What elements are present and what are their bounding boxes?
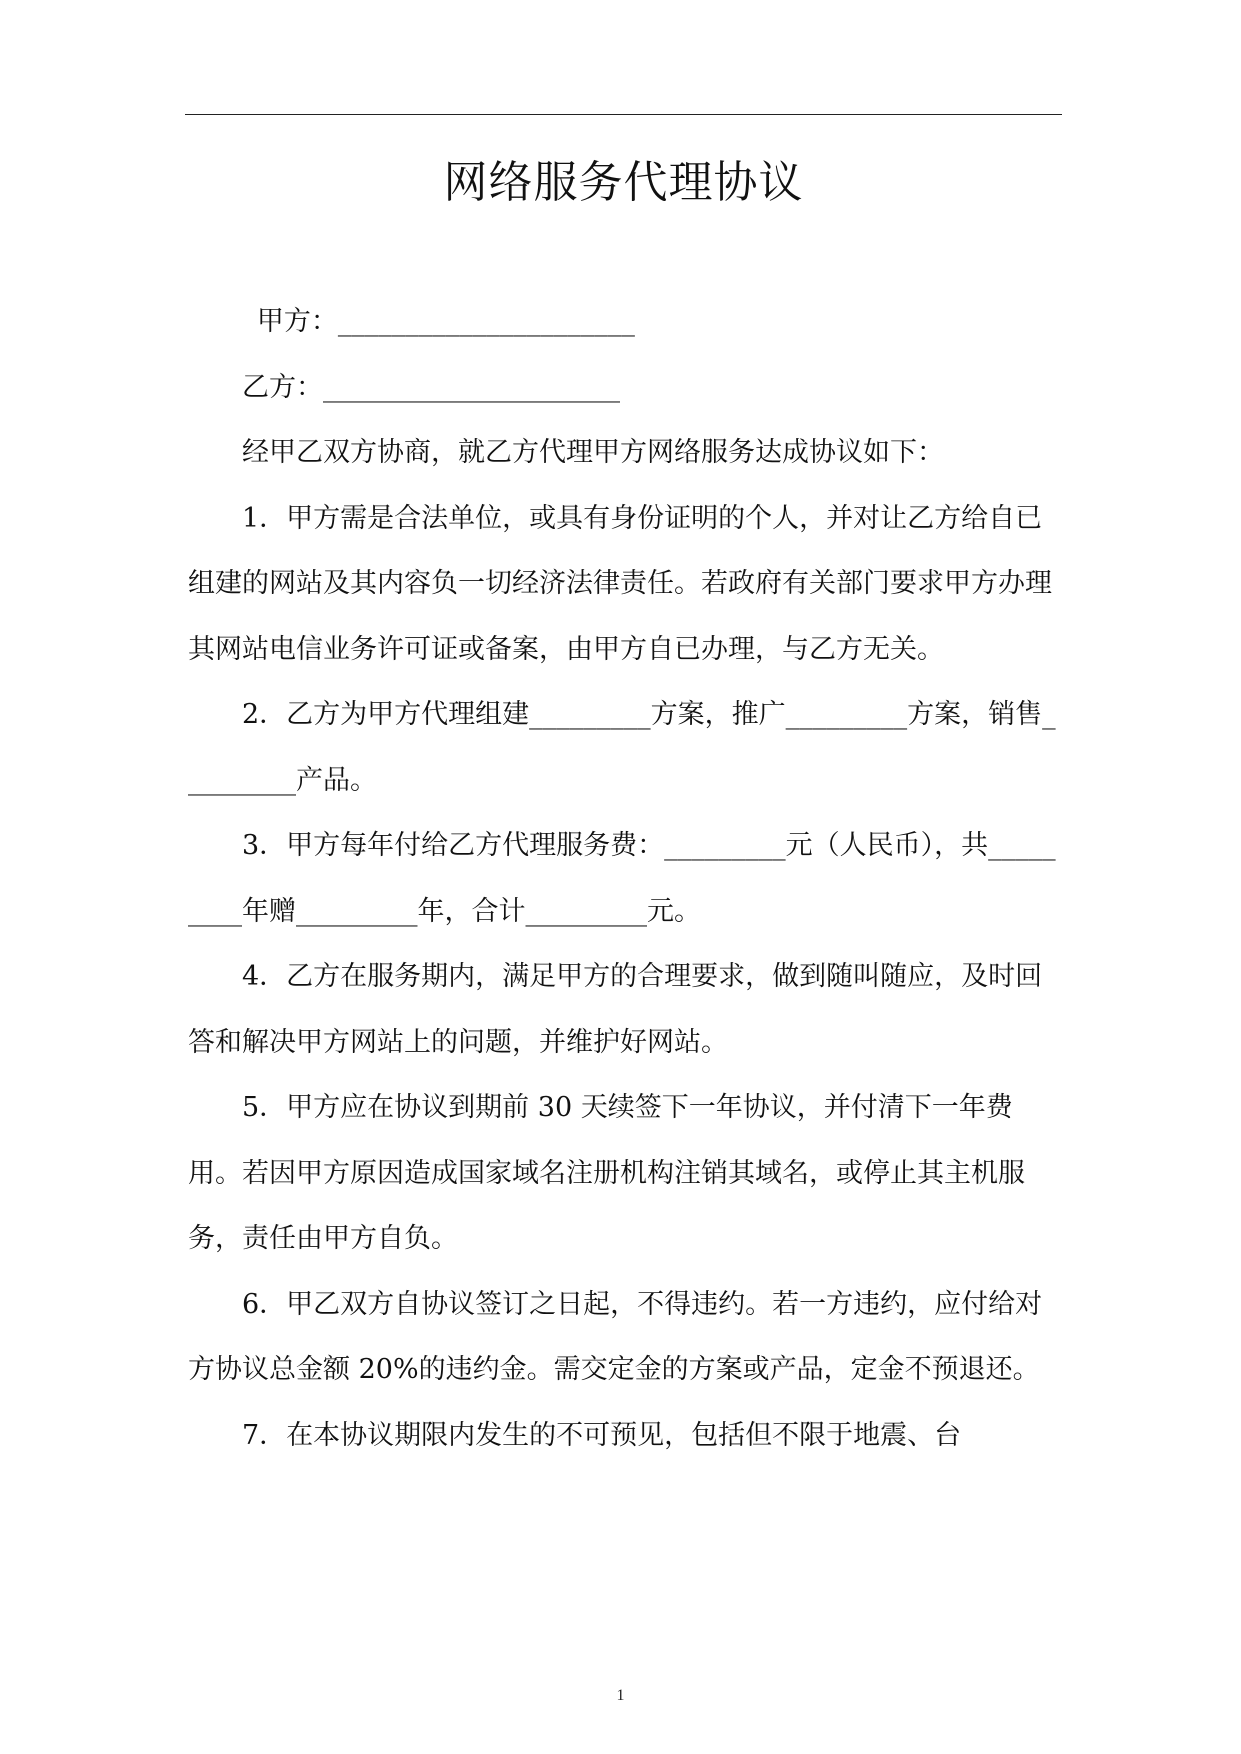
clause-7: 7．在本协议期限内发生的不可预见，包括但不限于地震、台 — [242, 1419, 962, 1451]
party-b-blank: ______________________ — [323, 371, 620, 403]
document-title: 网络服务代理协议 — [443, 157, 804, 208]
document-body — [188, 289, 1064, 1468]
clause-1: 1．甲方需是合法单位，或具有身份证明的个人，并对让乙方给自已组建的网站及其内容负一切经济法律责任。若政府有关部门要求甲方办理其网站电信业务许可证或备案，由甲方自已办理，与乙方无关。 — [188, 502, 1052, 665]
party-b-label: 乙方： — [242, 371, 323, 403]
header-rule — [185, 114, 1062, 115]
clause-6: 6．甲乙双方自协议签订之日起，不得违约。若一方违约，应付给对方协议总金额 20%的违约金。需交定金的方案或产品，定金不预退还。 — [188, 1288, 1043, 1385]
clause-3: 3．甲方每年付给乙方代理服务费：_________元（人民币），共_________年赠_________年，合计_________元。 — [188, 830, 1056, 927]
clause-2: 2．乙方为甲方代理组建_________方案，推广_________方案，销售_________产品。 — [188, 699, 1056, 796]
page-number: 1 — [616, 1687, 625, 1704]
party-a-blank: ______________________ — [337, 306, 635, 337]
party-b-line — [188, 355, 1064, 421]
party-a-label: 甲方： — [256, 306, 338, 337]
intro-paragraph: 经甲乙双方协商，就乙方代理甲方网络服务达成协议如下： — [242, 437, 944, 468]
clause-4: 4．乙方在服务期内，满足甲方的合理要求，做到随叫随应，及时回答和解决甲方网站上的问题，并维护好网站。 — [188, 961, 1043, 1058]
clause-5: 5．甲方应在协议到期前 30 天续签下一年协议，并付清下一年费用。若因甲方原因造成国家域名注册机构注销其域名，或停止其主机服务，责任由甲方自负。 — [188, 1092, 1025, 1254]
party-a-line — [188, 289, 1064, 355]
